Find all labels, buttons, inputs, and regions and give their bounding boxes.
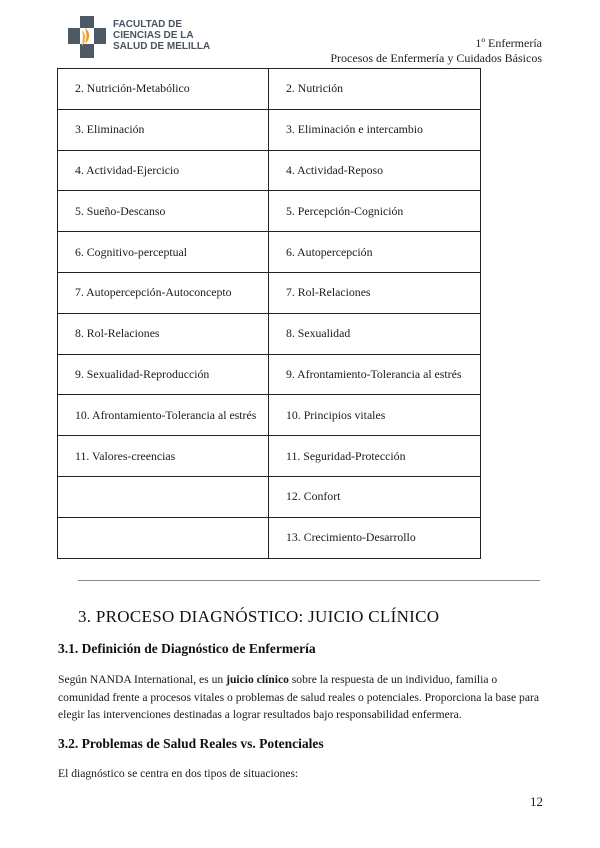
gordon-pattern-cell: 11. Valores-creencias — [58, 436, 269, 477]
gordon-pattern-cell: 9. Sexualidad-Reproducción — [58, 354, 269, 395]
gordon-pattern-cell: 2. Nutrición-Metabólico — [58, 69, 269, 110]
nanda-domain-cell: 4. Actividad-Reposo — [269, 150, 481, 191]
table-row — [58, 395, 481, 436]
faculty-name-line: CIENCIAS DE LA — [113, 30, 194, 41]
section-title: 3. PROCESO DIAGNÓSTICO: JUICIO CLÍNICO — [78, 607, 440, 626]
faculty-name-line: FACULTAD DE — [113, 19, 183, 30]
definition-paragraph — [58, 671, 542, 724]
gordon-pattern-cell: 8. Rol-Relaciones — [58, 313, 269, 354]
nanda-domain-cell: 2. Nutrición — [269, 69, 481, 110]
patterns-table-body — [58, 69, 481, 559]
faculty-logo — [68, 16, 211, 58]
definition-text-start: Según NANDA International, es un — [58, 673, 227, 686]
table-row — [58, 232, 481, 273]
gordon-pattern-cell — [58, 476, 269, 517]
table-row — [58, 436, 481, 477]
gordon-pattern-cell — [58, 517, 269, 558]
nanda-domain-cell: 3. Eliminación e intercambio — [269, 109, 481, 150]
table-row — [58, 517, 481, 558]
section-divider — [78, 580, 540, 581]
table-row — [58, 109, 481, 150]
course-year: 1º Enfermería — [475, 36, 542, 50]
subsection-title-problems: 3.2. Problemas de Salud Reales vs. Potenciales — [58, 736, 324, 751]
course-subject: Procesos de Enfermería y Cuidados Básicos — [330, 51, 542, 65]
table-row — [58, 191, 481, 232]
faculty-name — [113, 19, 213, 52]
nanda-domain-cell: 6. Autopercepción — [269, 232, 481, 273]
definition-text-bold: juicio clínico — [226, 673, 289, 686]
nanda-domain-cell: 10. Principios vitales — [269, 395, 481, 436]
nanda-domain-cell: 9. Afrontamiento-Tolerancia al estrés — [269, 354, 481, 395]
gordon-pattern-cell: 4. Actividad-Ejercicio — [58, 150, 269, 191]
table-row — [58, 313, 481, 354]
gordon-pattern-cell: 6. Cognitivo-perceptual — [58, 232, 269, 273]
definition-text-end: sobre la respuesta de un individuo, familia o comunidad frente a procesos vitales o problemas de salud reales o potenciales. Proporciona la base para elegir las intervenciones destinadas a lograr resultados bajo responsabilidad enfermera. — [58, 673, 539, 721]
page-number: 12 — [530, 794, 543, 809]
subsection-title-definition: 3.1. Definición de Diagnóstico de Enfermería — [58, 641, 316, 656]
nanda-domain-cell: 13. Crecimiento-Desarrollo — [269, 517, 481, 558]
faculty-logo-icon — [68, 16, 106, 58]
nanda-domain-cell: 7. Rol-Relaciones — [269, 272, 481, 313]
patterns-comparison-table — [57, 68, 481, 559]
nanda-domain-cell: 5. Percepción-Cognición — [269, 191, 481, 232]
course-header — [330, 36, 542, 66]
problems-paragraph: El diagnóstico se centra en dos tipos de situaciones: — [58, 767, 299, 780]
table-row — [58, 272, 481, 313]
table-row — [58, 476, 481, 517]
table-row — [58, 150, 481, 191]
nanda-domain-cell: 12. Confort — [269, 476, 481, 517]
gordon-pattern-cell: 3. Eliminación — [58, 109, 269, 150]
gordon-pattern-cell: 10. Afrontamiento-Tolerancia al estrés — [58, 395, 269, 436]
gordon-pattern-cell: 7. Autopercepción-Autoconcepto — [58, 272, 269, 313]
gordon-pattern-cell: 5. Sueño-Descanso — [58, 191, 269, 232]
nanda-domain-cell: 8. Sexualidad — [269, 313, 481, 354]
table-row — [58, 69, 481, 110]
table-row — [58, 354, 481, 395]
faculty-name-line: SALUD DE MELILLA — [113, 41, 211, 52]
nanda-domain-cell: 11. Seguridad-Protección — [269, 436, 481, 477]
